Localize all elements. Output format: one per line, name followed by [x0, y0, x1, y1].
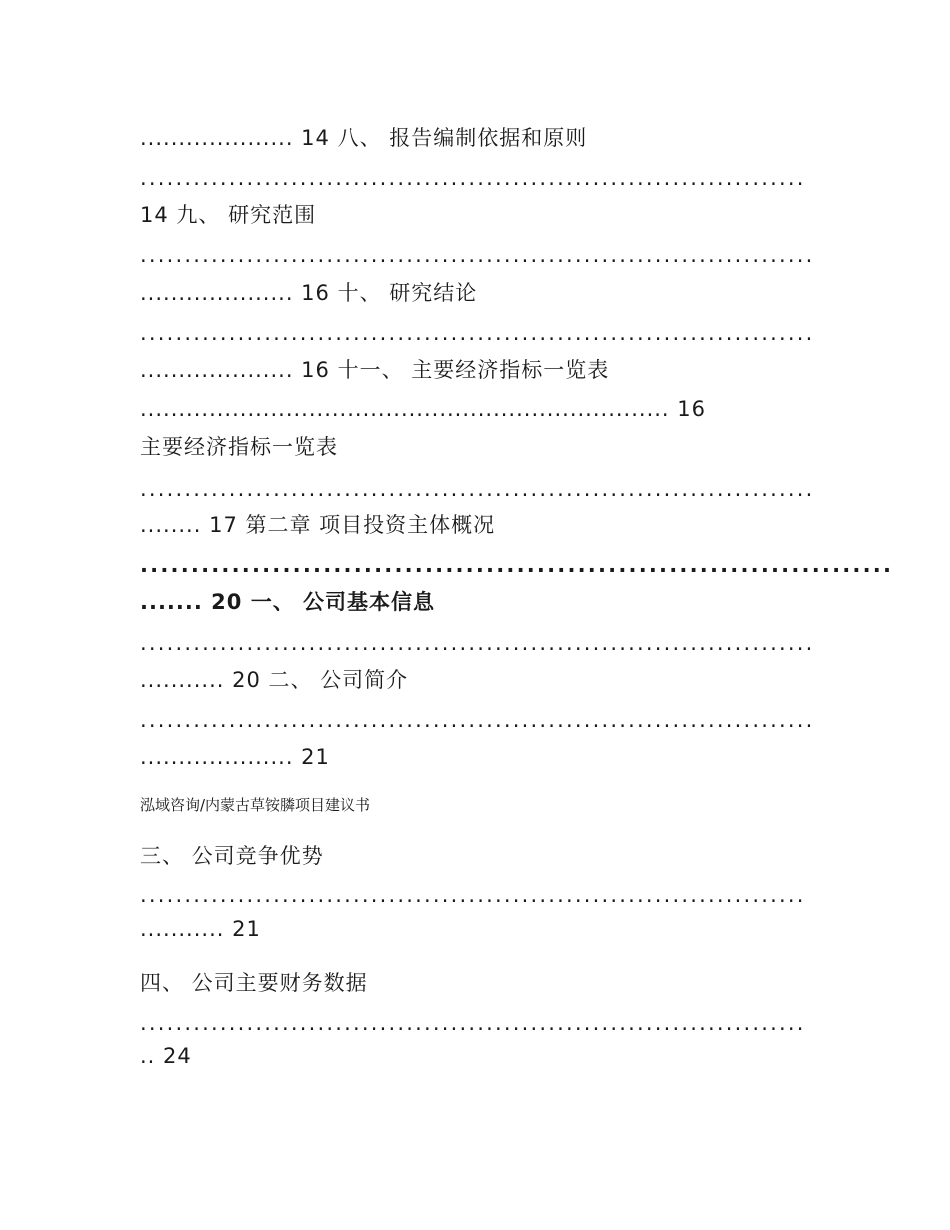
toc-leader-dots: ............................................................................ [140, 477, 815, 501]
toc-entry[interactable]: .................... 16 十、 研究结论 [140, 281, 478, 305]
toc-leader-dots: ........................................................................... [140, 883, 806, 907]
toc-entry[interactable]: .................... 21 [140, 745, 330, 769]
toc-entry[interactable]: ..................................................................... 16 [140, 397, 706, 421]
toc-leader-dots: ............................................................................ [140, 321, 815, 345]
toc-entry[interactable]: ........... 21 [140, 917, 261, 941]
toc-entry[interactable]: .................... 16 十一、 主要经济指标一览表 [140, 358, 610, 382]
toc-entry[interactable]: 主要经济指标一览表 [140, 435, 338, 459]
toc-entry[interactable]: 三、 公司竞争优势 [140, 844, 324, 868]
toc-entry[interactable]: .................... 14 八、 报告编制依据和原则 [140, 126, 588, 150]
toc-leader-dots: ............................................................................ [140, 631, 815, 655]
toc-leader-dots: ........................................................................... [140, 1011, 806, 1035]
toc-entry[interactable]: .. 24 [140, 1044, 192, 1068]
toc-leader-dots: ........................................................................... [140, 166, 806, 190]
toc-leader-dots: .......................................................................... [140, 553, 894, 577]
toc-entry[interactable]: ........ 17 第二章 项目投资主体概况 [140, 513, 496, 537]
toc-entry[interactable]: 四、 公司主要财务数据 [140, 971, 368, 995]
running-header: 泓域咨询/内蒙古草铵膦项目建议书 [140, 796, 371, 814]
toc-entry[interactable]: 14 九、 研究范围 [140, 203, 317, 227]
toc-leader-dots: ............................................................................ [140, 243, 815, 267]
toc-entry[interactable]: ....... 20 一、 公司基本信息 [140, 590, 435, 614]
toc-entry[interactable]: ........... 20 二、 公司简介 [140, 668, 409, 692]
toc-leader-dots: ............................................................................ [140, 708, 815, 732]
